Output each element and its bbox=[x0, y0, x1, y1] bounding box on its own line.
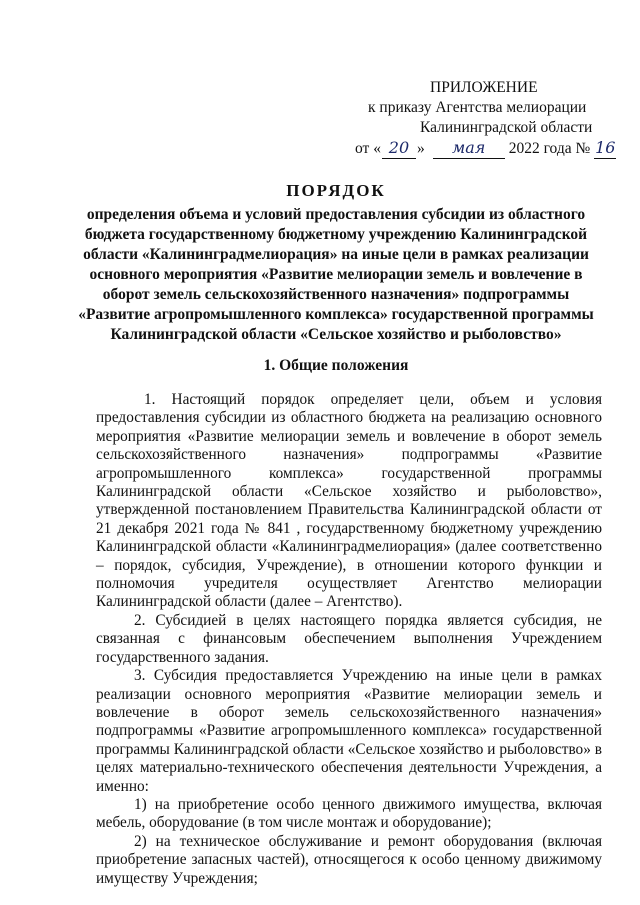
document-subtitle: определения объема и условий предоставления субсидии из областного бюджета государственному бюджетному учреждению Калининградской области «Калининградмелиорация» на иные цели в рамках реализации основного мероприятия «Развитие мелиорации земель и вовлечение в оборот земель сельскохозяйственного назначения» подпрограммы «Развитие агропромышленного комплекса» государственной программы Калининградской области «Сельское хозяйство и рыболовство» bbox=[78, 206, 594, 343]
date-day-field bbox=[382, 139, 416, 159]
section-heading: 1. Общие положения bbox=[263, 357, 409, 374]
date-day-handwritten: 20 bbox=[388, 138, 410, 157]
appendix-region: Калининградской области bbox=[420, 119, 593, 136]
list-item-1: 1) на приобретение особо ценного движимого имущества, включая мебель, оборудование (в том числе монтаж и оборудование); bbox=[96, 795, 602, 832]
date-month-field bbox=[433, 139, 505, 159]
appendix-title: ПРИЛОЖЕНИЕ bbox=[430, 79, 538, 96]
paragraph-1: 1. Настоящий порядок определяет цели, объем и условия предоставления субсидии из областного бюджета на реализацию основного мероприятия «Развитие мелиорации земель и вовлечение в оборот земель сельскохозяйственного назначения» подпрограммы «Развитие агропромышленного комплекса» государственной программы Калининградской области «Сельское хозяйство и рыболовство», утвержденной постановлением Правительства Калининградской области от 21 декабря 2021 года № 841 , государственному бюджетному учреждению Калининградской области «Калининградмелиорация» (далее соответственно – порядок, субсидия, Учреждение), в отношении которого функции и полномочия учредителя осуществляет Агентство мелиорации Калининградской области (далее – Агентство). bbox=[96, 391, 602, 611]
paragraph-3: 3. Субсидия предоставляется Учреждению на иные цели в рамках реализации основного мероприятия «Развитие мелиорации земель и вовлечение в оборот земель сельскохозяйственного назначения» подпрограммы «Развитие агропромышленного комплекса» государственной программы Калининградской области «Сельское хозяйство и рыболовство» в целях материально-технического обеспечения деятельности Учреждения, а именно: bbox=[96, 667, 602, 795]
date-prefix: от « bbox=[355, 140, 381, 157]
order-number-handwritten: 16 bbox=[595, 138, 616, 157]
appendix-order-reference: к приказу Агентства мелиорации bbox=[368, 99, 587, 116]
list-item-2: 2) на техническое обслуживание и ремонт оборудования (включая приобретение запасных частей), относящегося к особо ценному движимому имуществу Учреждения; bbox=[96, 832, 602, 887]
document-title: ПОРЯДОК bbox=[286, 181, 386, 200]
order-number-field bbox=[594, 139, 616, 159]
appendix-date-line bbox=[355, 139, 616, 159]
date-year: 2022 года № bbox=[508, 140, 591, 157]
document-body bbox=[96, 391, 602, 888]
date-mid: » bbox=[416, 140, 425, 157]
paragraph-2: 2. Субсидией в целях настоящего порядка является субсидия, не связанная с финансовым обеспечением выполнения Учреждением государственного задания. bbox=[96, 611, 602, 666]
date-month-handwritten: мая bbox=[452, 138, 486, 157]
